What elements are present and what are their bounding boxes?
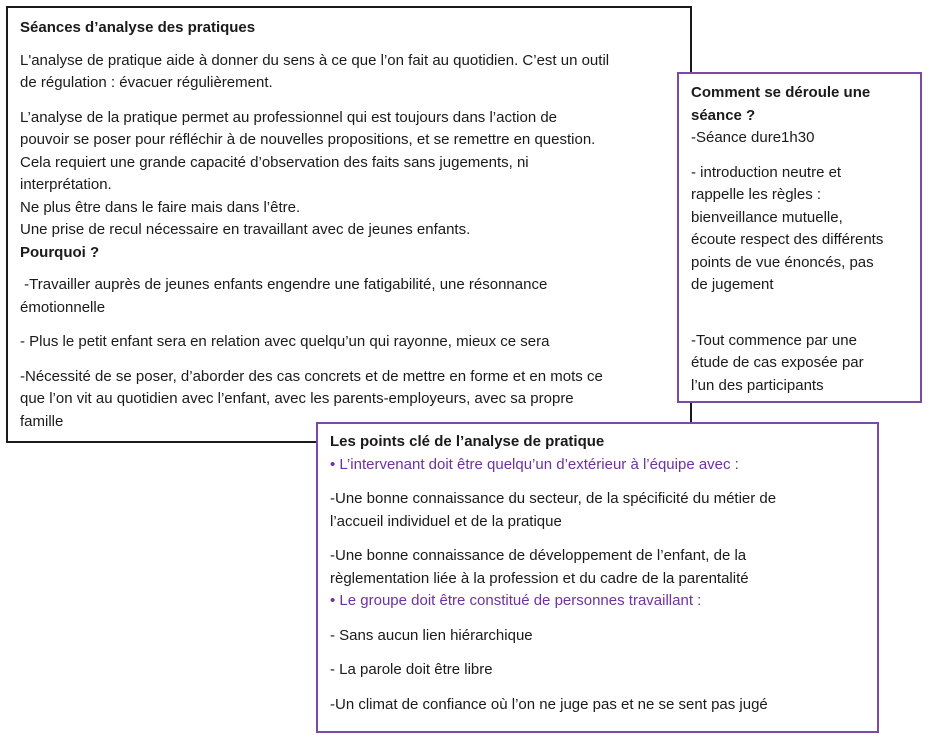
practice-line: L’analyse de la pratique permet au professionnel qui est toujours dans l’action de — [20, 108, 558, 126]
points-bullet-groupe: • Le groupe doit être constitué de personnes travaillant : — [330, 592, 702, 609]
practice-line: interprétation. — [20, 176, 112, 193]
points-line: -Une bonne connaissance du secteur, de la spécificité du métier de — [330, 490, 777, 507]
points-line: règlementation liée à la profession et du cadre de la parentalité — [330, 569, 749, 587]
practice-line: Cela requiert une grande capacité d’observation des faits sans jugements, ni — [20, 153, 529, 171]
why-line: émotionnelle — [20, 298, 106, 316]
seance-intro-line: - introduction neutre et — [691, 163, 842, 181]
practice-line: Ne plus être dans le faire mais dans l’être. — [20, 198, 301, 216]
seance-intro-line: rappelle les règles : — [691, 186, 822, 203]
points-line: -Une bonne connaissance de développement de l’enfant, de la — [330, 547, 747, 564]
why-line: -Nécessité de se poser, d’aborder des cas concrets et de mettre en forme et en mots ce — [20, 367, 603, 385]
seance-case-line: l’un des participants — [691, 376, 824, 394]
points-item-2 — [330, 545, 867, 590]
seance-intro-line: écoute respect des différents — [691, 231, 884, 248]
seance-intro-line: de jugement — [691, 276, 774, 293]
points-line: l’accueil individuel et de la pratique — [330, 512, 562, 530]
why-item-2 — [20, 331, 678, 354]
practice-line: Une prise de recul nécessaire en travaillant avec de jeunes enfants. — [20, 221, 471, 238]
why-line: famille — [20, 412, 64, 430]
why-item-1 — [20, 274, 678, 319]
seance-intro-line: points de vue énoncés, pas — [691, 253, 874, 271]
seance-intro — [691, 162, 910, 297]
points-item-4: - La parole doit être libre — [330, 661, 493, 678]
why-line: -Travailler auprès de jeunes enfants engendre une fatigabilité, une résonnance — [20, 276, 548, 293]
intro-line: de régulation : évacuer régulièrement. — [20, 74, 273, 91]
seance-duration: -Séance dure1h30 — [691, 129, 815, 146]
points-bullet-intervenant: • L’intervenant doit être quelqu’un d’extérieur à l’équipe avec : — [330, 455, 739, 473]
seance-title: Comment se déroule une — [691, 84, 871, 101]
why-line: - Plus le petit enfant sera en relation avec quelqu’un qui rayonne, mieux ce sera — [20, 333, 550, 350]
key-points-box — [316, 422, 879, 733]
practice-line: pouvoir se poser pour réfléchir à de nouvelles propositions, et se remettre en question. — [20, 131, 596, 148]
points-title: Les points clé de l’analyse de pratique — [330, 433, 605, 450]
points-item-5: -Un climat de confiance où l’on ne juge pas et ne se sent pas jugé — [330, 695, 768, 713]
why-title: Pourquoi ? — [20, 243, 100, 261]
intro-paragraph — [20, 50, 678, 95]
seance-title: séance ? — [691, 106, 756, 124]
practice-paragraph — [20, 107, 678, 242]
seance-case-line: -Tout commence par une — [691, 331, 857, 349]
points-item-1 — [330, 488, 867, 533]
points-item-3: - Sans aucun lien hiérarchique — [330, 626, 533, 644]
main-title: Séances d’analyse des pratiques — [20, 19, 256, 36]
seance-intro-line: bienveillance mutuelle, — [691, 208, 843, 226]
why-line: que l’on vit au quotidien avec l’enfant, avec les parents-employeurs, avec sa propre — [20, 390, 574, 407]
session-process-box — [677, 72, 922, 403]
seance-case-line: étude de cas exposée par — [691, 354, 864, 371]
analysis-sessions-box — [6, 6, 692, 443]
intro-line: L'analyse de pratique aide à donner du sens à ce que l’on fait au quotidien. C’est un outil — [20, 51, 610, 69]
seance-case — [691, 330, 910, 398]
